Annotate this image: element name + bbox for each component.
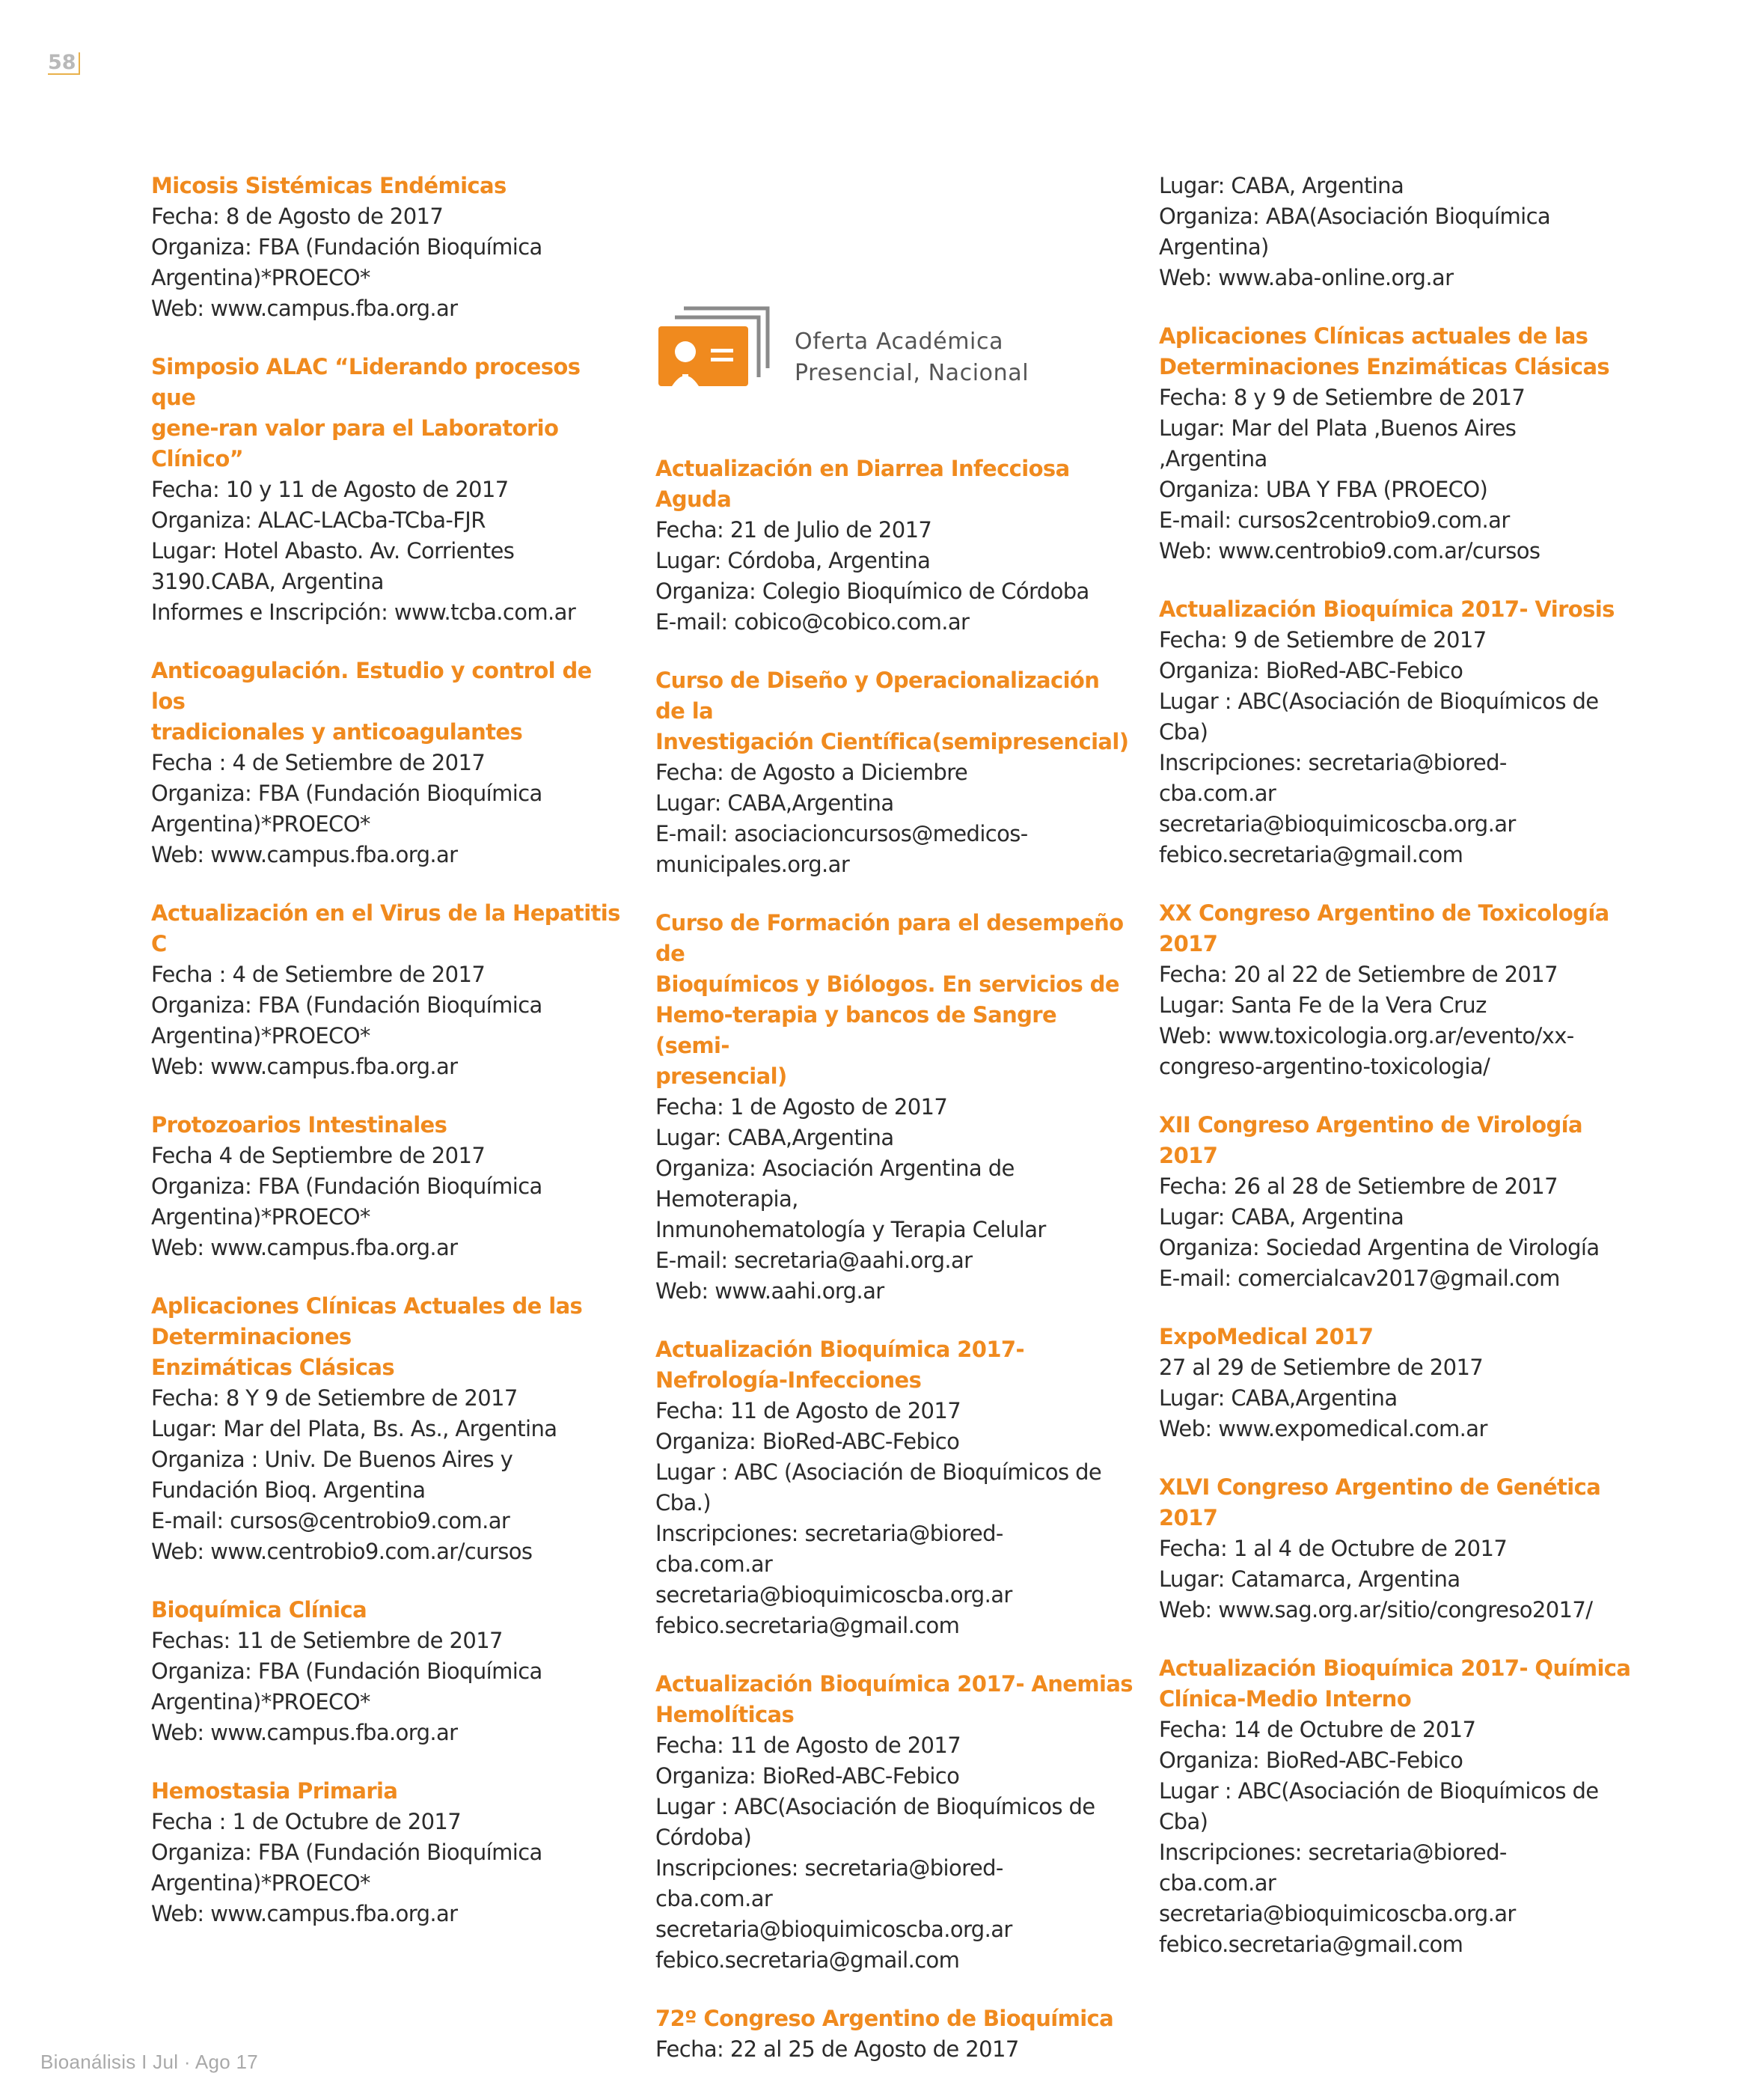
event-title: XX Congreso Argentino de Toxicología 2017 [1159,900,1609,956]
event-detail: cba.com.ar [655,1886,773,1911]
event-title: Protozoarios Intestinales [151,1112,447,1138]
event-detail: Web: www.campus.fba.org.ar [151,1235,458,1260]
event-detail: E-mail: cursos@centrobio9.com.ar [151,1508,510,1533]
event-detail: Inscripciones: secretaria@biored- [655,1521,1003,1546]
event-detail: Fechas: 11 de Setiembre de 2017 [151,1628,503,1653]
event-detail: Inscripciones: secretaria@biored- [1159,1840,1507,1865]
event-title: Actualización en Diarrea Infecciosa Aguda [655,456,1070,512]
event-detail: Lugar : ABC(Asociación de Bioquímicos de [655,1794,1095,1819]
event-detail: secretaria@bioquimicoscba.org.ar [655,1582,1012,1608]
event-detail: Córdoba) [655,1825,752,1850]
column-3 [1159,171,1645,1988]
event-detail: Fecha: 11 de Agosto de 2017 [655,1398,961,1423]
event-detail: Fecha: 8 y 9 de Setiembre de 2017 [1159,385,1526,410]
event-detail: Lugar: Córdoba, Argentina [655,548,931,573]
event-detail: Fecha: 1 de Agosto de 2017 [655,1094,948,1120]
event-detail: Lugar: Catamarca, Argentina [1159,1566,1460,1592]
event-detail: Web: www.expomedical.com.ar [1159,1416,1487,1441]
event-entry [1159,171,1645,293]
event-detail: congreso-argentino-toxicologia/ [1159,1054,1490,1079]
column-2 [655,454,1134,2093]
certificate-icon [655,302,775,400]
event-detail: 3190.CABA, Argentina [151,569,384,594]
event-detail: Fecha : 1 de Octubre de 2017 [151,1809,462,1834]
event-detail: cba.com.ar [1159,1870,1276,1896]
footer: Bioanálisis I Jul · Ago 17 [40,2051,259,2073]
event-detail: Inscripciones: secretaria@biored- [655,1855,1003,1881]
event-title: Actualización Bioquímica 2017- Anemias Hemolíticas [655,1671,1133,1727]
event-detail: febico.secretaria@gmail.com [655,1613,960,1638]
column-1 [151,171,630,1957]
event-entry [1159,594,1645,870]
event-detail: Cba) [1159,719,1208,745]
event-detail: ,Argentina [1159,446,1267,471]
event-entry [655,1669,1134,1976]
event-detail: Argentina)*PROECO* [151,265,370,290]
event-detail: Cba.) [655,1490,711,1516]
event-entry [151,898,630,1082]
page-number: 58 [48,52,80,75]
event-title: XLVI Congreso Argentino de Genética 2017 [1159,1474,1601,1530]
event-detail: Lugar: CABA,Argentina [655,1125,894,1150]
event-detail: Lugar: CABA, Argentina [1159,1204,1404,1230]
event-detail: Lugar: CABA, Argentina [1159,173,1404,198]
section-title [795,326,1029,389]
event-title: ExpoMedical 2017 [1159,1324,1374,1349]
event-title: Bioquímica Clínica [151,1597,367,1623]
event-entry [1159,898,1645,1082]
event-detail: Lugar: CABA,Argentina [655,790,894,816]
event-detail: Fecha: de Agosto a Diciembre [655,760,968,785]
event-detail: Web: www.centrobio9.com.ar/cursos [151,1539,533,1564]
event-entry [655,665,1134,880]
event-title: XII Congreso Argentino de Virología 2017 [1159,1112,1582,1168]
event-detail: Fecha: 8 Y 9 de Setiembre de 2017 [151,1385,518,1411]
event-detail: Lugar: CABA,Argentina [1159,1385,1398,1411]
section-title-line-2: Presencial, Nacional [795,360,1029,386]
event-title: Actualización en el Virus de la Hepatitis C [151,900,620,956]
event-detail: Informes e Inscripción: www.tcba.com.ar [151,599,576,625]
event-entry [151,1291,630,1567]
event-detail: Fecha: 1 al 4 de Octubre de 2017 [1159,1536,1508,1561]
event-detail: Organiza: BioRed-ABC-Febico [1159,658,1463,683]
event-detail: Inscripciones: secretaria@biored- [1159,750,1507,775]
event-detail: municipales.org.ar [655,852,850,877]
event-detail: Fecha : 4 de Setiembre de 2017 [151,962,486,987]
event-detail: Organiza: ABA(Asociación Bioquímica [1159,204,1551,229]
event-detail: secretaria@bioquimicoscba.org.ar [655,1917,1012,1942]
event-detail: 27 al 29 de Setiembre de 2017 [1159,1355,1484,1380]
event-detail: E-mail: asociacioncursos@medicos- [655,821,1028,846]
event-detail: Lugar : ABC (Asociación de Bioquímicos de [655,1459,1102,1485]
event-detail: Fecha : 4 de Setiembre de 2017 [151,750,486,775]
event-detail: Organiza: FBA (Fundación Bioquímica [151,1658,542,1684]
event-detail: Web: www.aba-online.org.ar [1159,265,1454,290]
event-detail: cba.com.ar [1159,781,1276,806]
event-title: Anticoagulación. Estudio y control de los tradicionales y anticoagulantes [151,658,592,745]
event-detail: Fecha 4 de Septiembre de 2017 [151,1143,486,1168]
event-detail: Organiza: FBA (Fundación Bioquímica [151,1840,542,1865]
event-entry [655,1334,1134,1641]
event-detail: Organiza : Univ. De Buenos Aires y [151,1447,513,1472]
event-detail: Inmunohematología y Terapia Celular [655,1217,1046,1242]
event-detail: febico.secretaria@gmail.com [1159,842,1463,867]
event-detail: Fecha: 11 de Agosto de 2017 [655,1733,961,1758]
event-detail: Fecha: 14 de Octubre de 2017 [1159,1717,1476,1742]
event-entry [151,656,630,870]
event-entry [151,1776,630,1929]
event-detail: Organiza: BioRed-ABC-Febico [655,1763,960,1789]
event-detail: Fecha: 22 al 25 de Agosto de 2017 [655,2036,1019,2062]
event-detail: Web: www.campus.fba.org.ar [151,296,458,321]
event-entry [1159,1653,1645,1960]
event-detail: Hemoterapia, [655,1186,798,1212]
event-entry [151,171,630,324]
event-detail: secretaria@bioquimicoscba.org.ar [1159,811,1516,837]
event-detail: Fecha: 10 y 11 de Agosto de 2017 [151,477,509,502]
event-detail: Web: www.campus.fba.org.ar [151,1901,458,1926]
event-detail: E-mail: cursos2centrobio9.com.ar [1159,507,1510,533]
event-detail: Argentina)*PROECO* [151,811,370,837]
event-title: 72º Congreso Argentino de Bioquímica [655,2006,1114,2031]
event-detail: E-mail: cobico@cobico.com.ar [655,609,970,635]
event-title: Hemostasia Primaria [151,1778,398,1804]
event-detail: secretaria@bioquimicoscba.org.ar [1159,1901,1516,1926]
event-entry [151,352,630,628]
section-header [655,302,1134,407]
event-entry [1159,321,1645,567]
event-title: Aplicaciones Clínicas Actuales de las Determinaciones Enzimáticas Clásicas [151,1293,583,1380]
event-detail: E-mail: comercialcav2017@gmail.com [1159,1266,1560,1291]
event-detail: Organiza: Sociedad Argentina de Virología [1159,1235,1600,1260]
event-detail: Fecha: 9 de Setiembre de 2017 [1159,627,1487,653]
event-title: Curso de Diseño y Operacionalización de la Investigación Científica(semipresencial) [655,668,1129,754]
event-detail: Web: www.aahi.org.ar [655,1278,884,1304]
event-detail: Fecha: 26 al 28 de Setiembre de 2017 [1159,1173,1558,1199]
event-entry [655,2003,1134,2065]
event-detail: Web: www.sag.org.ar/sitio/congreso2017/ [1159,1597,1593,1623]
event-detail: Web: www.campus.fba.org.ar [151,1054,458,1079]
event-detail: Argentina)*PROECO* [151,1023,370,1049]
event-detail: Organiza: BioRed-ABC-Febico [655,1429,960,1454]
event-title: Micosis Sistémicas Endémicas [151,173,507,198]
event-title: Aplicaciones Clínicas actuales de las Determinaciones Enzimáticas Clásicas [1159,323,1610,379]
event-title: Actualización Bioquímica 2017- Nefrología-Infecciones [655,1337,1024,1393]
event-title: Curso de Formación para el desempeño de Bioquímicos y Biólogos. En servicios de Hemo-terapia y bancos de Sangre (semi- presencial) [655,910,1124,1089]
event-detail: Argentina)*PROECO* [151,1204,370,1230]
event-detail: Fecha: 8 de Agosto de 2017 [151,204,444,229]
event-detail: Lugar: Mar del Plata ,Buenos Aires [1159,415,1517,441]
event-title: Simposio ALAC “Liderando procesos que gene-ran valor para el Laboratorio Clínico” [151,354,581,471]
event-detail: Web: www.campus.fba.org.ar [151,1720,458,1745]
event-detail: Cba) [1159,1809,1208,1834]
event-detail: Organiza: FBA (Fundación Bioquímica [151,1173,542,1199]
event-detail: Lugar : ABC(Asociación de Bioquímicos de [1159,689,1599,714]
event-detail: Fecha: 21 de Julio de 2017 [655,517,932,543]
event-detail: Organiza: FBA (Fundación Bioquímica [151,992,542,1018]
event-detail: febico.secretaria@gmail.com [1159,1932,1463,1957]
event-detail: Organiza: ALAC-LACba-TCba-FJR [151,507,486,533]
event-detail: Organiza: FBA (Fundación Bioquímica [151,234,542,260]
event-detail: cba.com.ar [655,1551,773,1577]
event-detail: Organiza: UBA Y FBA (PROECO) [1159,477,1488,502]
event-detail: Lugar: Mar del Plata, Bs. As., Argentina [151,1416,557,1441]
event-detail: Organiza: BioRed-ABC-Febico [1159,1748,1463,1773]
event-detail: Fundación Bioq. Argentina [151,1477,426,1503]
section-title-line-1: Oferta Académica [795,329,1004,355]
event-detail: Lugar: Hotel Abasto. Av. Corrientes [151,538,515,564]
event-detail: Organiza: Colegio Bioquímico de Córdoba [655,579,1089,604]
event-entry [1159,1322,1645,1444]
event-detail: Lugar: Santa Fe de la Vera Cruz [1159,992,1487,1018]
event-entry [151,1595,630,1748]
event-detail: febico.secretaria@gmail.com [655,1947,960,1973]
event-detail: Argentina)*PROECO* [151,1689,370,1715]
event-entry [151,1110,630,1263]
event-title: Actualización Bioquímica 2017- Química Clínica-Medio Interno [1159,1655,1631,1712]
event-detail: Argentina) [1159,234,1269,260]
event-detail: Web: www.toxicologia.org.ar/evento/xx- [1159,1023,1574,1049]
event-detail: Argentina)*PROECO* [151,1870,370,1896]
event-title: Actualización Bioquímica 2017- Virosis [1159,596,1615,622]
event-entry [655,454,1134,638]
event-entry [1159,1110,1645,1294]
event-detail: Fecha: 20 al 22 de Setiembre de 2017 [1159,962,1558,987]
event-detail: Organiza: Asociación Argentina de [655,1156,1015,1181]
event-entry [655,908,1134,1307]
event-detail: Lugar : ABC(Asociación de Bioquímicos de [1159,1778,1599,1804]
event-detail: Web: www.centrobio9.com.ar/cursos [1159,538,1541,564]
event-detail: E-mail: secretaria@aahi.org.ar [655,1248,973,1273]
event-detail: Web: www.campus.fba.org.ar [151,842,458,867]
event-entry [1159,1472,1645,1626]
event-detail: Organiza: FBA (Fundación Bioquímica [151,781,542,806]
